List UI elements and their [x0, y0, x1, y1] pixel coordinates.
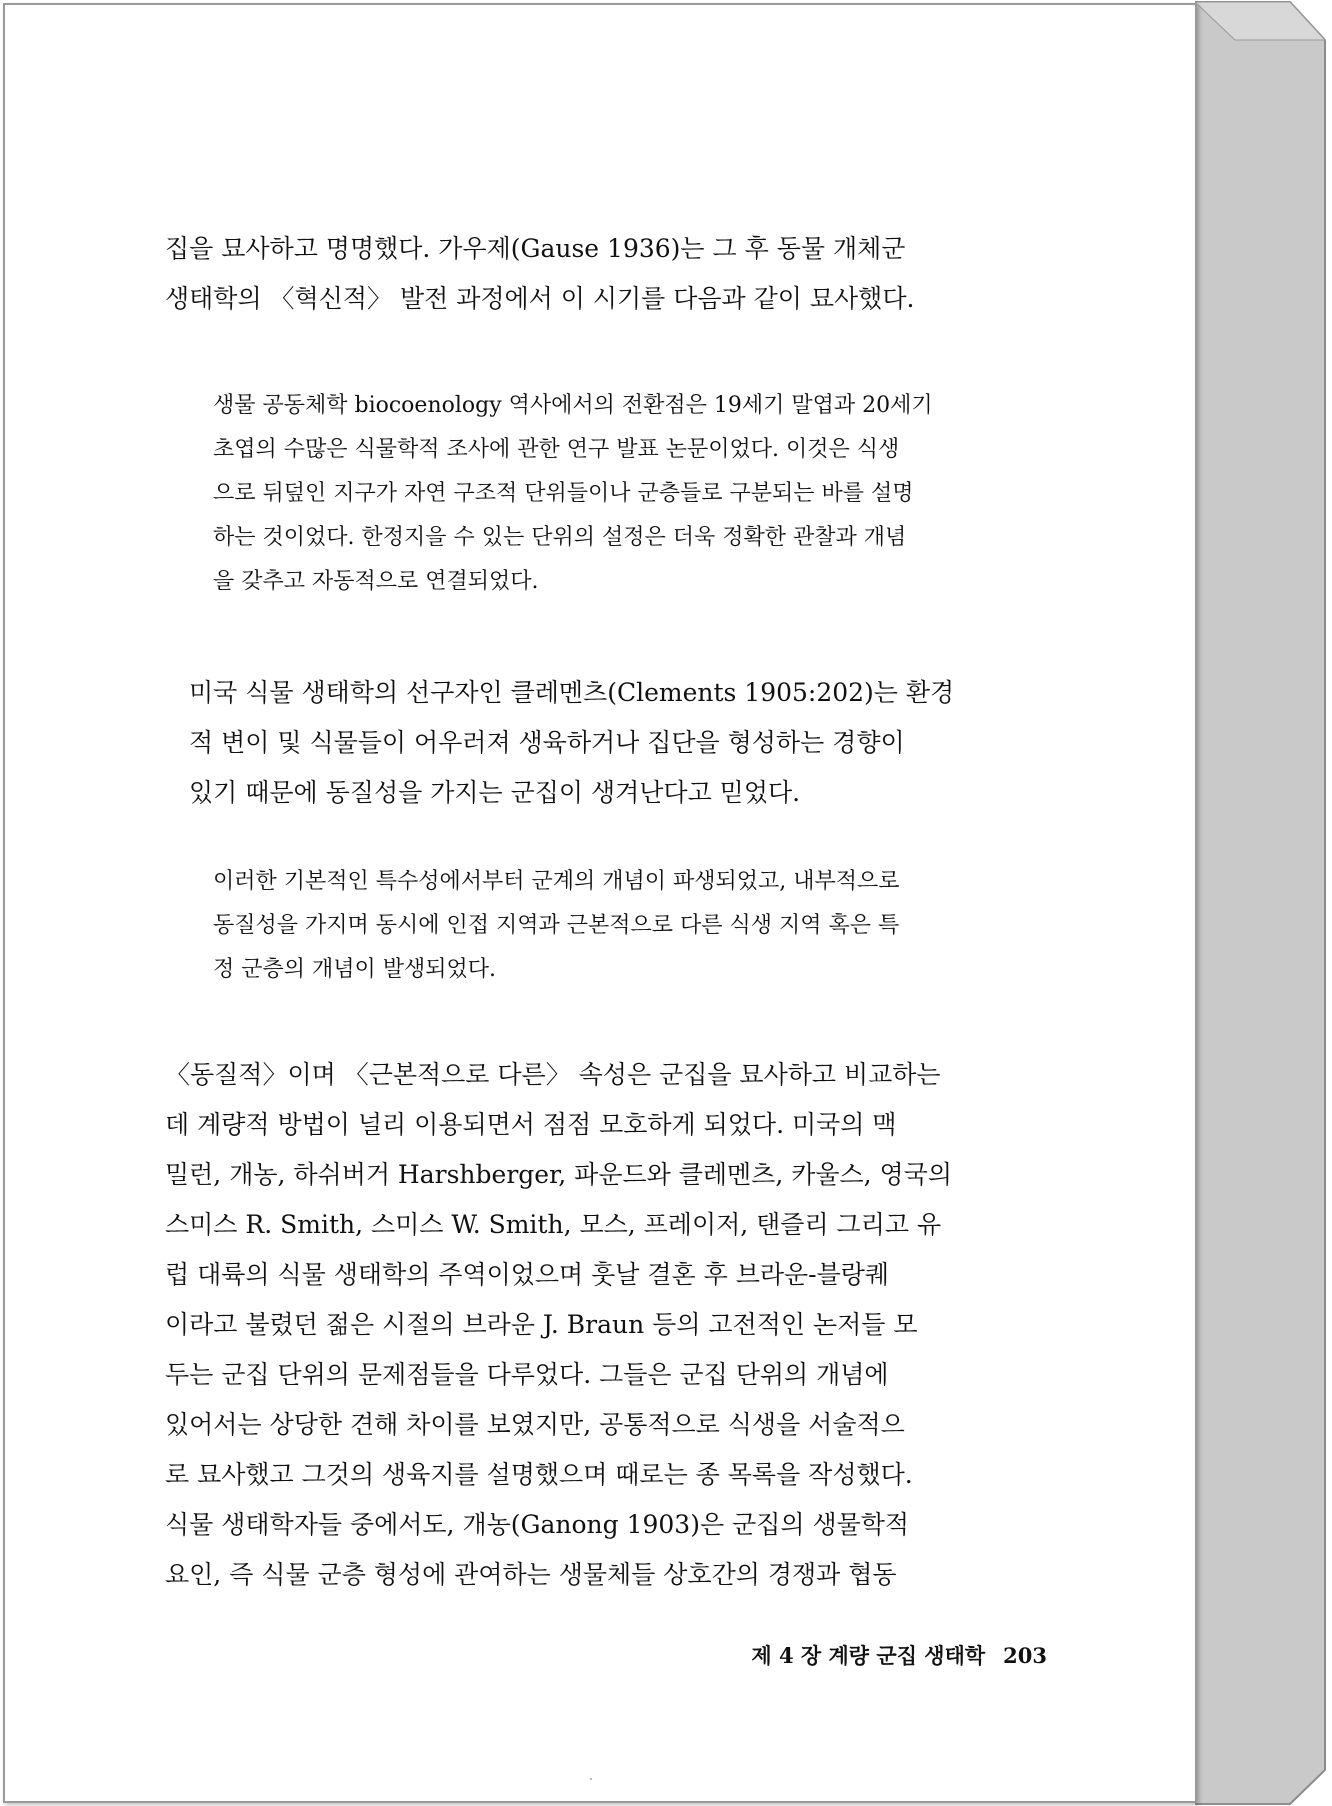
scan-speck: [590, 1778, 592, 1780]
chapter-title: 제 4 장 계량 군집 생태학: [751, 1643, 986, 1668]
line: 로 묘사했고 그것의 생육지를 설명했으며 때로는 종 목록을 작성했다.: [165, 1460, 913, 1489]
line: 〈동질적〉이며 〈근본적으로 다른〉 속성은 군집을 묘사하고 비교하는: [165, 1060, 941, 1089]
line: 이러한 기본적인 특수성에서부터 군계의 개념이 파생되었고, 내부적으로: [213, 869, 900, 894]
line: 생태학의 〈혁신적〉 발전 과정에서 이 시기를 다음과 같이 묘사했다.: [165, 284, 915, 313]
line: 있기 때문에 동질성을 가지는 군집이 생겨난다고 믿었다.: [189, 778, 801, 807]
line: 을 갖추고 자동적으로 연결되었다.: [213, 569, 539, 594]
line: 초엽의 수많은 식물학적 조사에 관한 연구 발표 논문이었다. 이것은 식생: [213, 437, 900, 462]
body-paragraph-2: [165, 668, 1045, 818]
line: 밀런, 개농, 하쉬버거 Harshberger, 파운드와 클레멘츠, 카울스, 영국의: [165, 1160, 953, 1189]
book-spine: [1195, 0, 1332, 1806]
line: 요인, 즉 식물 군층 형성에 관여하는 생물체들 상호간의 경쟁과 협동: [165, 1560, 897, 1589]
line: 식물 생태학자들 중에서도, 개농(Ganong 1903)은 군집의 생물학적: [165, 1510, 910, 1539]
line: 두는 군집 단위의 문제점들을 다루었다. 그들은 군집 단위의 개념에: [165, 1360, 889, 1389]
page-content: [165, 224, 1045, 1600]
page-footer: [751, 1640, 1047, 1670]
line: 동질성을 가지며 동시에 인접 지역과 근본적으로 다른 식생 지역 혹은 특: [213, 913, 900, 938]
page-number: 203: [1003, 1643, 1047, 1668]
body-paragraph-1: [165, 224, 1045, 324]
line: 적 변이 및 식물들이 어우러져 생육하거나 집단을 형성하는 경향이: [189, 728, 905, 757]
line: 으로 뒤덮인 지구가 자연 구조적 단위들이나 군층들로 구분되는 바를 설명: [213, 481, 914, 506]
line: 있어서는 상당한 견해 차이를 보였지만, 공통적으로 식생을 서술적으: [165, 1410, 905, 1439]
line: 럽 대륙의 식물 생태학의 주역이었으며 훗날 결혼 후 브라운-블랑퀘: [165, 1260, 890, 1289]
line: 스미스 R. Smith, 스미스 W. Smith, 모스, 프레이저, 탠즐리 그리고 유: [165, 1210, 942, 1239]
line: 하는 것이었다. 한정지을 수 있는 단위의 설정은 더욱 정확한 관찰과 개념: [213, 525, 907, 550]
line: 생물 공동체학 biocoenology 역사에서의 전환점은 19세기 말엽과 20세기: [213, 393, 933, 418]
line: 집을 묘사하고 명명했다. 가우제(Gause 1936)는 그 후 동물 개체군: [165, 234, 906, 263]
line: 데 계량적 방법이 널리 이용되면서 점점 모호하게 되었다. 미국의 맥: [165, 1110, 897, 1139]
line: 정 군층의 개념이 발생되었다.: [213, 957, 496, 982]
line: 미국 식물 생태학의 선구자인 클레멘츠(Clements 1905:202)는 환경: [189, 678, 955, 707]
line: 이라고 불렸던 젊은 시절의 브라운 J. Braun 등의 고전적인 논저들 모: [165, 1310, 918, 1339]
block-quote-1: [165, 384, 1045, 604]
block-quote-2: [165, 860, 1045, 992]
body-paragraph-3: [165, 1050, 1045, 1600]
